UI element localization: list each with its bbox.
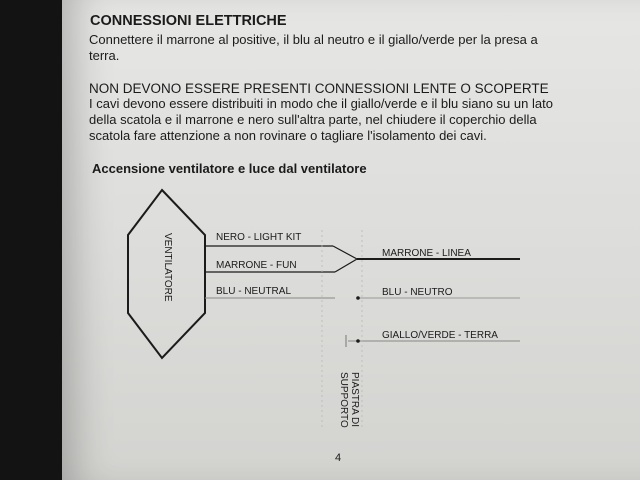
supply-label-ground: GIALLO/VERDE - TERRA — [382, 330, 498, 341]
wire-junction — [333, 246, 357, 272]
paragraph-line: Connettere il marrone al positive, il blu al neutro e il giallo/verde per la presa a — [89, 32, 538, 47]
warning-heading: NON DEVONO ESSERE PRESENTI CONNESSIONI LENTE O SCOPERTE — [89, 81, 549, 96]
fan-label: VENTILATORE — [162, 233, 173, 302]
paragraph-line: terra. — [89, 48, 120, 63]
diagram-title: Accensione ventilatore e luce dal ventilatore — [92, 161, 367, 176]
paragraph-line: della scatola e il marrone e nero sull'altra parte, nel chiudere il coperchio della — [89, 112, 537, 127]
connection-dot — [356, 339, 360, 343]
paragraph-line: scatola fare attenzione a non rovinare o tagliare l'isolamento dei cavi. — [89, 128, 487, 143]
wire-label-blue: BLU - NEUTRAL — [216, 286, 292, 297]
plate-label-line2: SUPPORTO — [338, 372, 349, 428]
wire-label-black: NERO - LIGHT KIT — [216, 232, 302, 243]
paragraph-line: I cavi devono essere distribuiti in modo che il giallo/verde e il blu siano su un lato — [89, 96, 553, 111]
supply-label-neutral: BLU - NEUTRO — [382, 287, 453, 298]
plate-label-line1: PIASTRA DI — [349, 372, 360, 428]
connection-dot — [356, 296, 360, 300]
section-heading-electrical: CONNESSIONI ELETTRICHE — [90, 13, 287, 29]
page-number: 4 — [335, 452, 342, 464]
supply-label-line: MARRONE - LINEA — [382, 248, 471, 259]
wire-label-brown: MARRONE - FUN — [216, 260, 297, 271]
